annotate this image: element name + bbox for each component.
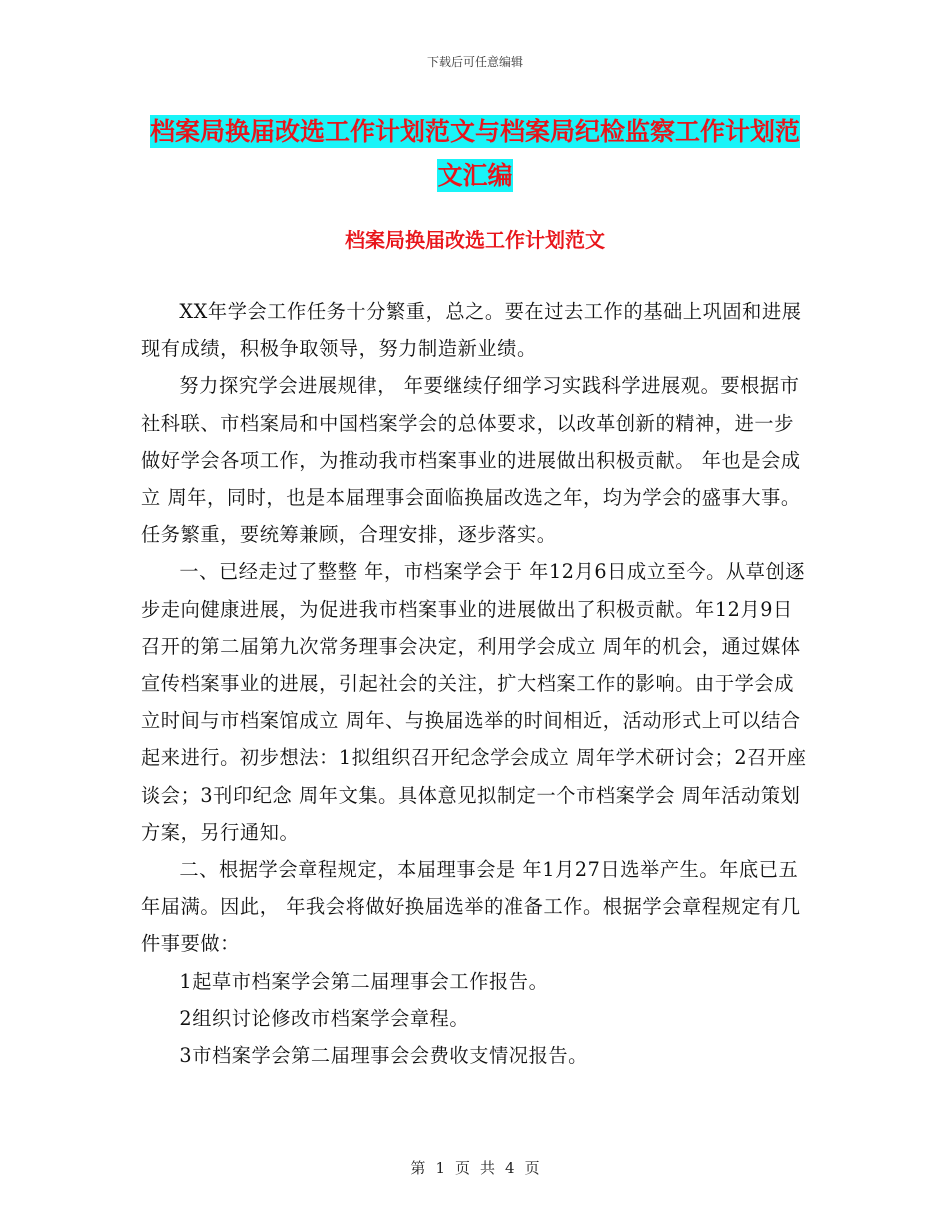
paragraph: 二、根据学会章程规定，本届理事会是 年1月27日选举产生。年底已五年届满。因此， 年我会将做好换届选举的准备工作。根据学会章程规定有几件事要做： xyxy=(141,858,801,956)
footer-total-unit: 页 xyxy=(524,1159,540,1177)
paragraph: 1起草市档案学会第二届理事会工作报告。 xyxy=(179,969,549,993)
paragraph: 努力探究学会进展规律， 年要继续仔细学习实践科学进展观。要根据市社科联、市档案局和中国档案学会的总体要求，以改革创新的精神，进一步做好学会各项工作，为推动我市档案事业的进展做出积极贡献。 年也是会成立 周年，同时，也是本届理事会面临换届改选之年，均为学会的盛事大事。任务繁重，要统筹兼顾，合理安排，逐步落实。 xyxy=(141,374,801,547)
paragraph: 一、已经走过了整整 年，市档案学会于 年12月6日成立至今。从草创逐步走向健康进展，为促进我市档案事业的进展做出了积极贡献。年12月9日召开的第二届第九次常务理事会决定，利用学会成立 周年的机会，通过媒体宣传档案事业的进展，引起社会的关注，扩大档案工作的影响。由于学会成立时间与市档案馆成立 周年、与换届选举的时间相近，活动形式上可以结合起来进行。初步想法：1拟组织召开纪念学会成立 周年学术研讨会；2召开座谈会；3刊印纪念 周年文集。具体意见拟制定一个市档案学会 周年活动策划方案，另行通知。 xyxy=(141,560,807,844)
paragraph: XX年学会工作任务十分繁重，总之。要在过去工作的基础上巩固和进展现有成绩，积极争取领导，努力制造新业绩。 xyxy=(141,300,802,361)
footer-page-unit: 页 xyxy=(454,1159,470,1177)
paragraph: 2组织讨论修改市档案学会章程。 xyxy=(179,1006,470,1030)
document-title xyxy=(140,110,810,198)
paragraph: 3市档案学会第二届理事会会费收支情况报告。 xyxy=(179,1044,588,1068)
page-footer xyxy=(0,1157,950,1178)
section-title: 档案局换届改选工作计划范文 xyxy=(345,228,605,252)
document-body xyxy=(141,293,807,1074)
header-note: 下载后可任意编辑 xyxy=(426,55,523,69)
footer-prefix: 第 xyxy=(410,1159,426,1177)
document-title-text: 档案局换届改选工作计划范文与档案局纪检监察工作计划范文汇编 xyxy=(149,117,800,190)
total-pages: 4 xyxy=(505,1159,515,1177)
footer-total-prefix: 共 xyxy=(480,1159,496,1177)
page-number: 1 xyxy=(435,1159,445,1177)
